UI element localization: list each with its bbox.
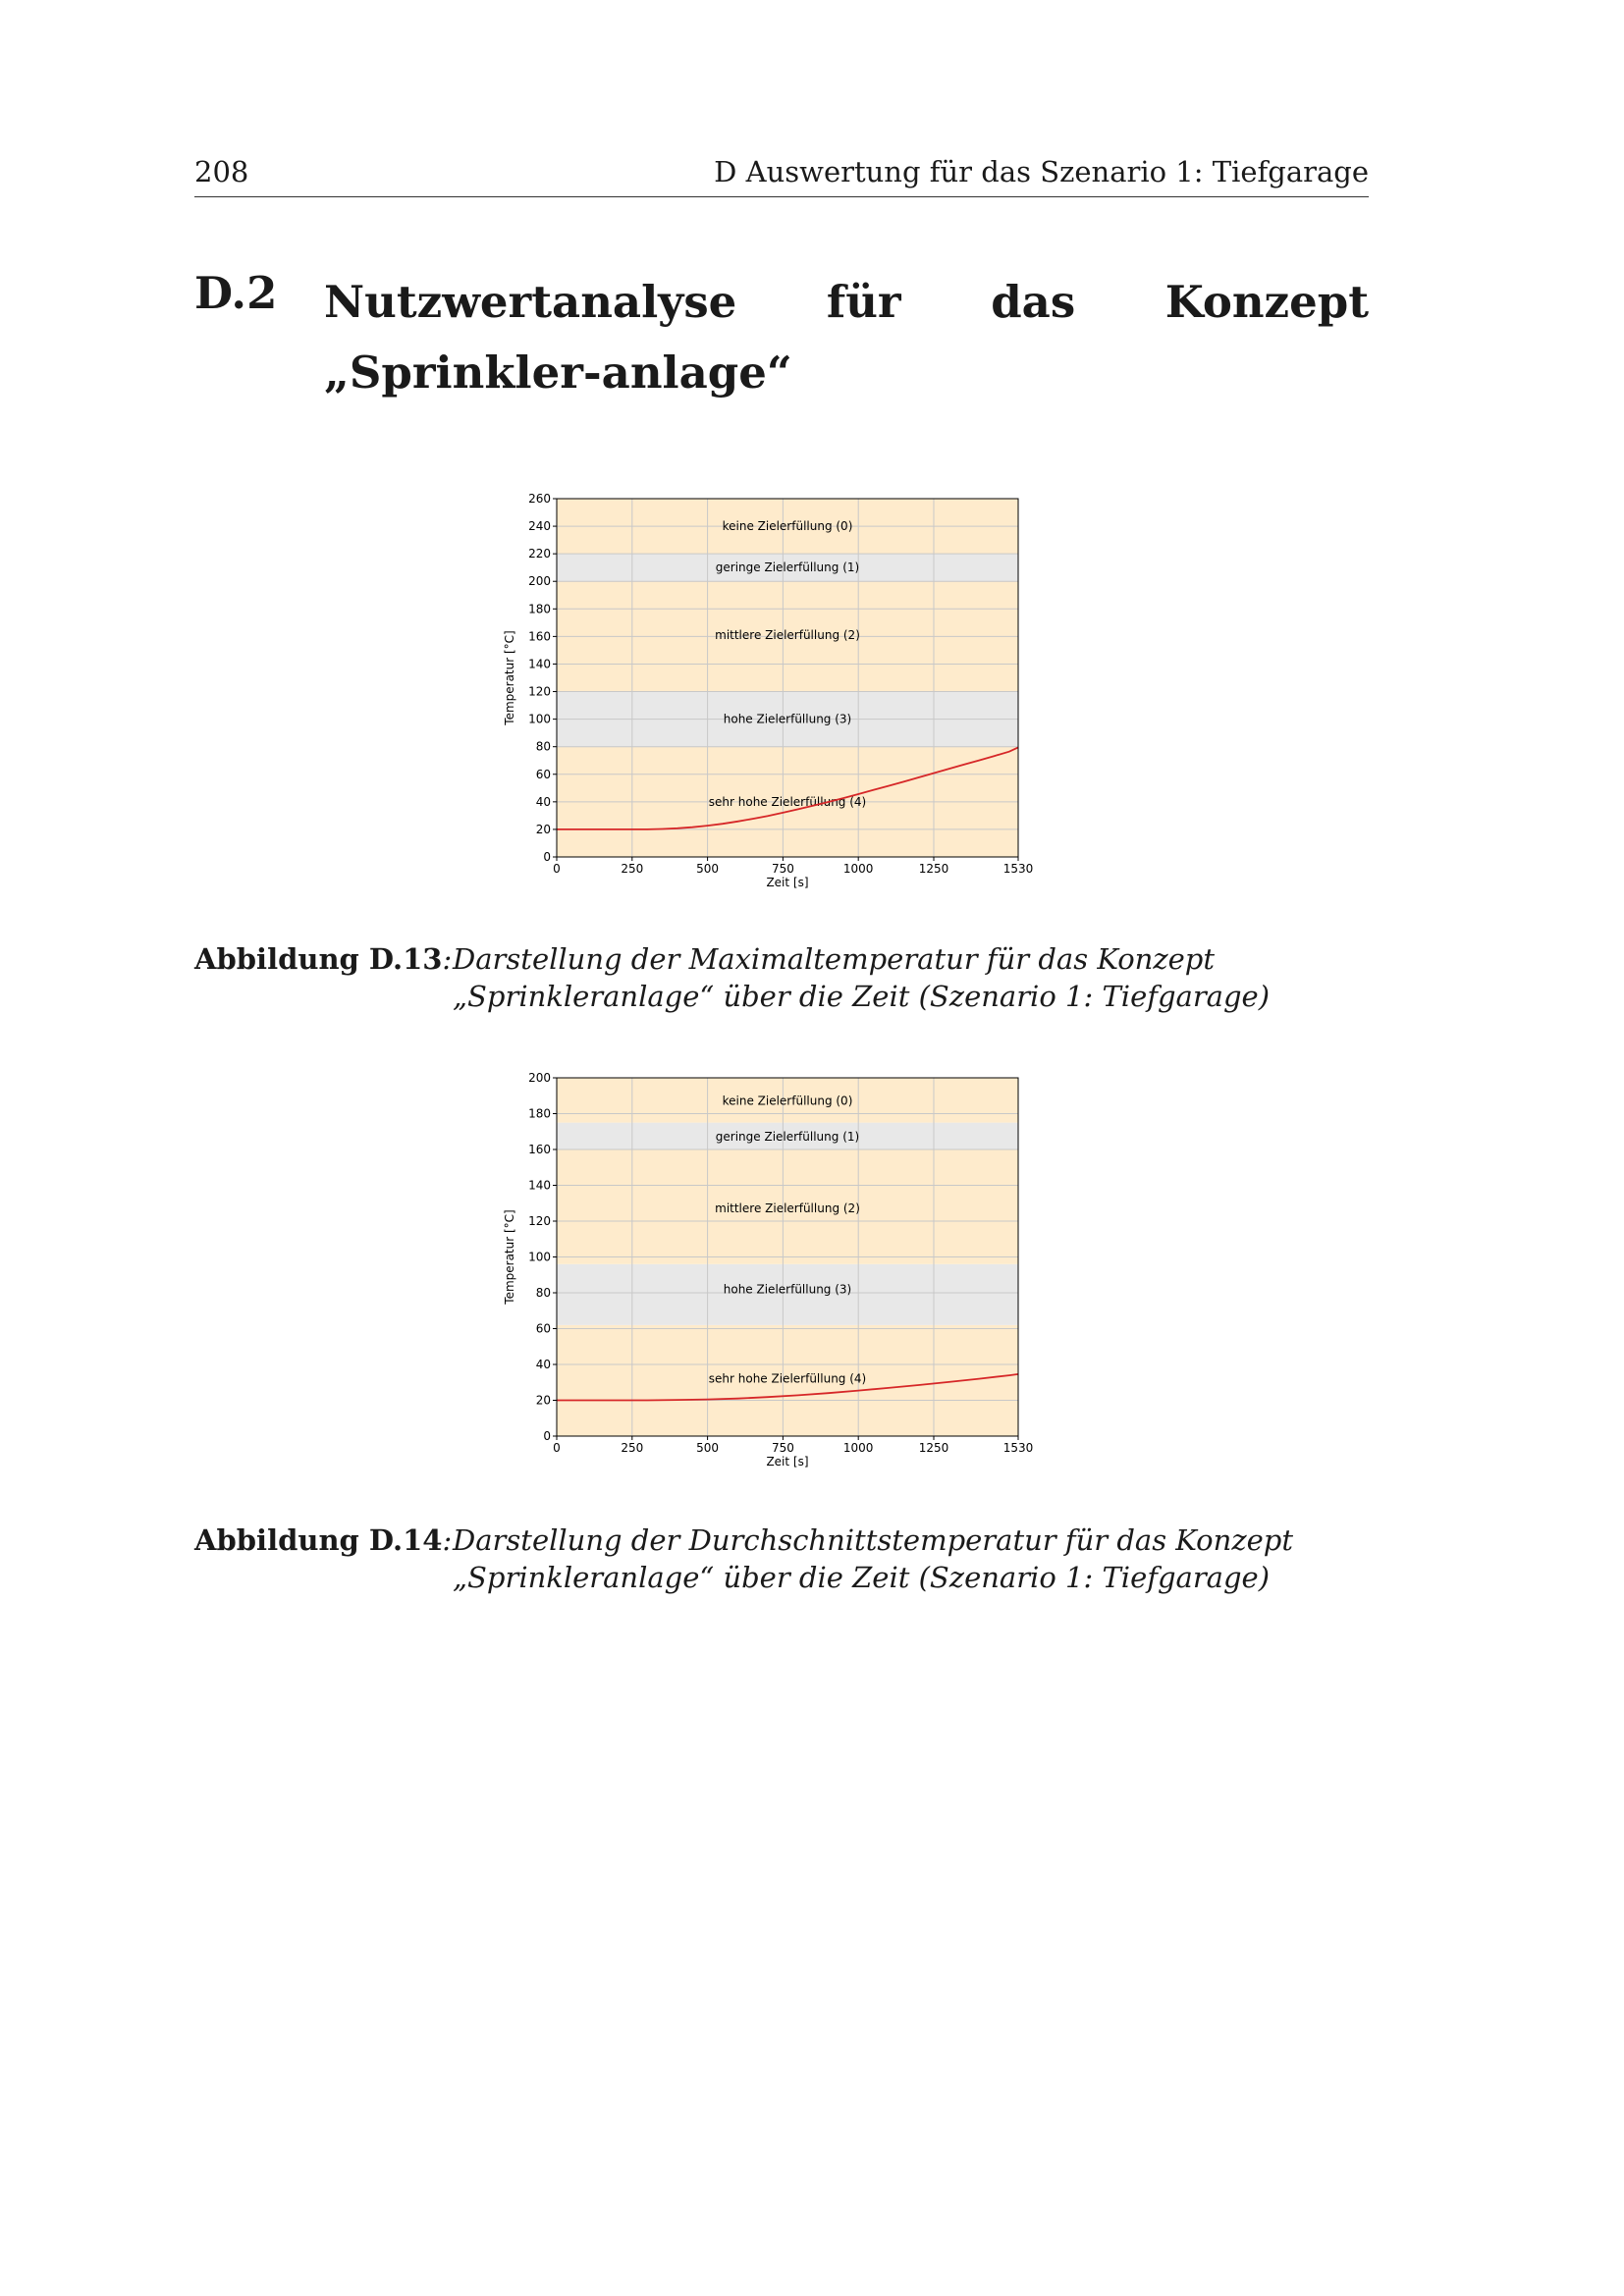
y-tick-label: 0 [543,850,551,864]
band-label: sehr hohe Zielerfüllung (4) [708,1371,867,1386]
section-number: D.2 [194,267,278,319]
y-tick-label: 40 [535,1358,551,1371]
x-tick-label: 1250 [918,1441,949,1455]
band-label: hohe Zielerfüllung (3) [723,712,852,726]
y-tick-label: 140 [528,657,551,671]
y-tick-label: 20 [535,822,551,836]
band-label: mittlere Zielerfüllung (2) [715,1201,860,1216]
y-tick-label: 40 [535,794,551,809]
y-tick-label: 200 [528,574,551,589]
y-tick-label: 160 [528,629,551,644]
band-label: geringe Zielerfüllung (1) [715,1130,860,1145]
x-axis-label: Zeit [s] [766,876,809,889]
header-rule [194,196,1369,197]
y-tick-label: 180 [528,1106,551,1121]
y-tick-label: 260 [528,492,551,506]
caption-colon: : [442,1523,453,1557]
x-tick-label: 1000 [842,862,874,876]
y-axis-label: Temperatur [°C] [503,630,516,725]
y-tick-label: 20 [535,1393,551,1408]
band-label: keine Zielerfüllung (0) [722,519,853,534]
y-tick-label: 0 [543,1429,551,1443]
y-tick-label: 100 [528,712,551,726]
x-tick-label: 1250 [918,862,949,876]
y-tick-label: 240 [528,519,551,534]
x-tick-label: 250 [621,1441,644,1455]
band-label: mittlere Zielerfüllung (2) [715,627,860,642]
band-label: hohe Zielerfüllung (3) [723,1282,852,1297]
figure-max-temperature [496,486,1065,898]
x-tick-label: 250 [621,862,644,876]
running-head: D Auswertung für das Szenario 1: Tiefgarage [714,155,1369,188]
y-tick-label: 200 [528,1071,551,1085]
y-tick-label: 60 [535,767,551,781]
band-label: geringe Zielerfüllung (1) [715,561,860,575]
caption-label [194,940,452,978]
x-tick-label: 500 [696,862,720,876]
y-tick-label: 80 [535,1286,551,1300]
chart-average-temperature [496,1065,1065,1477]
y-tick-label: 220 [528,547,551,561]
section-title: Nutzwertanalyse für das Konzept „Sprinkler-anlage“ [324,276,1369,399]
y-axis-label: Temperatur [°C] [503,1209,516,1305]
caption-colon: : [442,942,453,976]
caption-label [194,1522,452,1559]
caption-label-text: Abbildung D.14 [194,1523,443,1557]
band-label: keine Zielerfüllung (0) [722,1094,853,1108]
x-tick-label: 750 [771,862,794,876]
caption-label-text: Abbildung D.13 [194,942,443,976]
band-label: sehr hohe Zielerfüllung (4) [708,794,867,809]
y-tick-label: 80 [535,739,551,754]
x-tick-label: 0 [553,862,561,876]
y-tick-label: 180 [528,602,551,616]
x-tick-label: 500 [696,1441,720,1455]
caption-text: Darstellung der Durchschnittstemperatur für das Konzept „Sprinkleranlage“ über die Zeit (Szenario 1: Tiefgarage) [453,1523,1293,1594]
x-axis-label: Zeit [s] [766,1455,809,1468]
x-tick-label: 1530 [1002,862,1034,876]
x-tick-label: 750 [771,1441,794,1455]
page-number: 208 [194,155,249,188]
y-tick-label: 140 [528,1178,551,1193]
y-tick-label: 120 [528,1214,551,1228]
caption-text: Darstellung der Maximaltemperatur für das Konzept „Sprinkleranlage“ über die Zeit (Szenario 1: Tiefgarage) [453,942,1271,1013]
y-tick-label: 160 [528,1143,551,1156]
x-tick-label: 1530 [1002,1441,1034,1455]
chart-max-temperature [496,486,1065,898]
y-tick-label: 100 [528,1250,551,1264]
x-tick-label: 0 [553,1441,561,1455]
y-tick-label: 60 [535,1321,551,1336]
x-tick-label: 1000 [842,1441,874,1455]
y-tick-label: 120 [528,684,551,699]
figure-average-temperature [496,1065,1065,1477]
